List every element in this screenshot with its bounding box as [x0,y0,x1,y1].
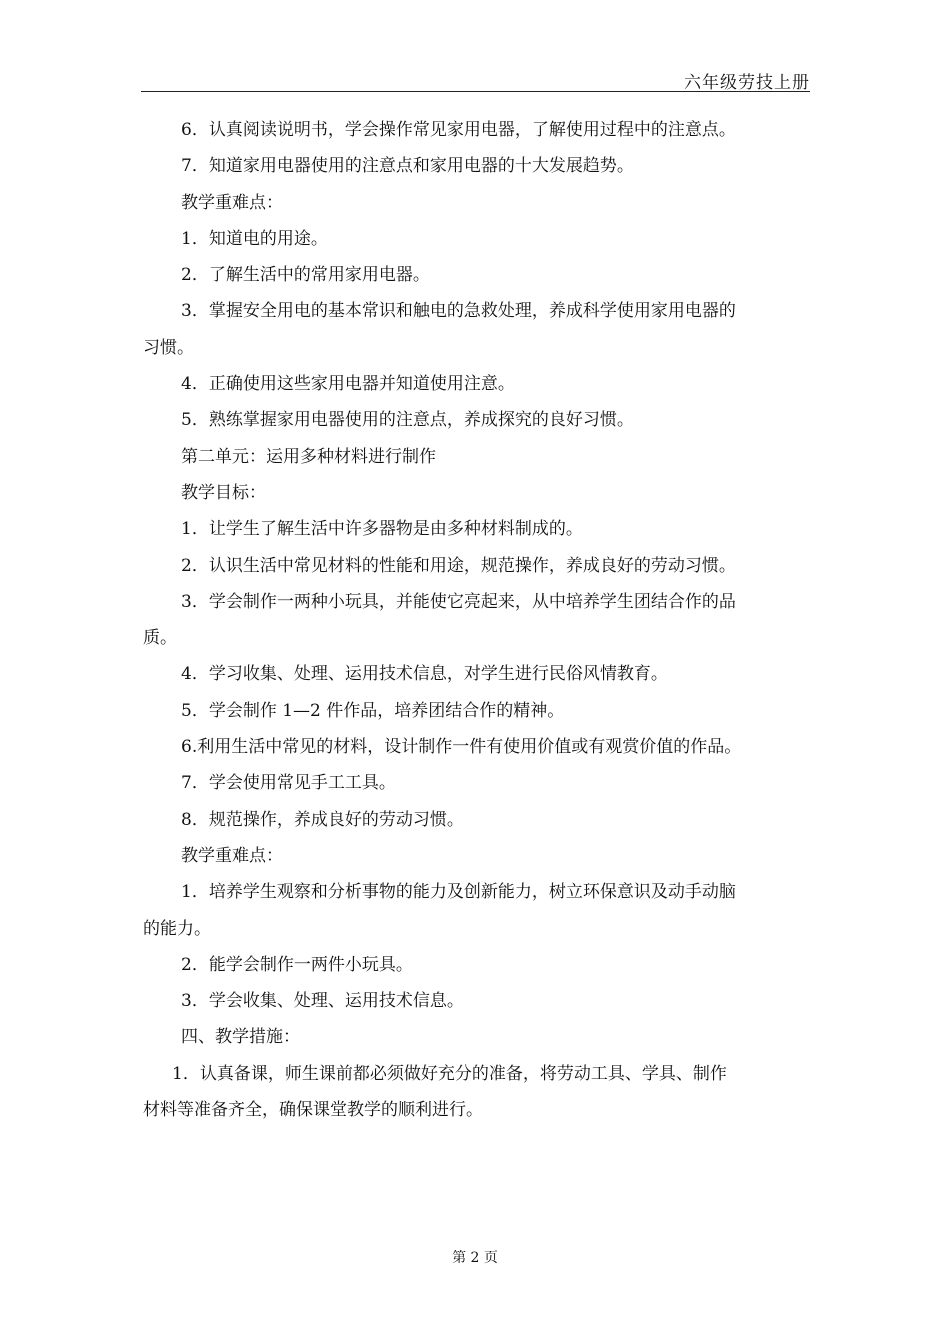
text-line: 3．学会制作一两种小玩具，并能使它亮起来，从中培养学生团结合作的品 [181,591,736,612]
document-body [143,112,811,1128]
text-line: 2．了解生活中的常用家用电器。 [181,265,430,286]
text-line: 3．掌握安全用电的基本常识和触电的急救处理，养成科学使用家用电器的 [181,301,736,322]
text-line: 5．熟练掌握家用电器使用的注意点，养成探究的良好习惯。 [181,410,634,431]
text-line: 2．认识生活中常见材料的性能和用途，规范操作，养成良好的劳动习惯。 [181,555,736,576]
text-line: 教学目标： [181,482,266,503]
text-line: 3．学会收集、处理、运用技术信息。 [181,991,464,1012]
text-line: 材料等准备齐全，确保课堂教学的顺利进行。 [143,1100,483,1121]
text-line: 的能力。 [143,918,211,939]
text-line: 习惯。 [143,337,194,358]
text-line: 1．培养学生观察和分析事物的能力及创新能力，树立环保意识及动手动脑 [181,882,736,903]
text-line: 四、教学措施： [181,1027,300,1048]
text-line: 1．让学生了解生活中许多器物是由多种材料制成的。 [181,519,583,540]
text-line: 4．学习收集、处理、运用技术信息，对学生进行民俗风情教育。 [181,664,668,685]
text-line: 6．认真阅读说明书，学会操作常见家用电器，了解使用过程中的注意点。 [181,120,736,140]
page-header-title: 六年级劳技上册 [684,73,810,93]
page-number: 第 2 页 [452,1250,498,1266]
text-line: 教学重难点： [181,192,283,213]
text-line: 教学重难点： [181,845,283,866]
text-line: 7．知道家用电器使用的注意点和家用电器的十大发展趋势。 [181,156,634,177]
text-line: 8．规范操作，养成良好的劳动习惯。 [181,809,464,830]
text-line: 5．学会制作 1—2 件作品，培养团结合作的精神。 [181,700,565,721]
text-line: 6.利用生活中常见的材料，设计制作一件有使用价值或有观赏价值的作品。 [181,737,742,758]
text-line: 质。 [143,628,177,649]
text-line: 7．学会使用常见手工工具。 [181,773,396,794]
text-line: 1．认真备课，师生课前都必须做好充分的准备，将劳动工具、学具、制作 [172,1063,727,1084]
text-line: 4．正确使用这些家用电器并知道使用注意。 [181,374,515,395]
text-line: 第二单元：运用多种材料进行制作 [181,446,436,467]
text-line: 1．知道电的用途。 [181,228,328,249]
text-line: 2．能学会制作一两件小玩具。 [181,954,413,975]
header-divider [141,91,810,92]
